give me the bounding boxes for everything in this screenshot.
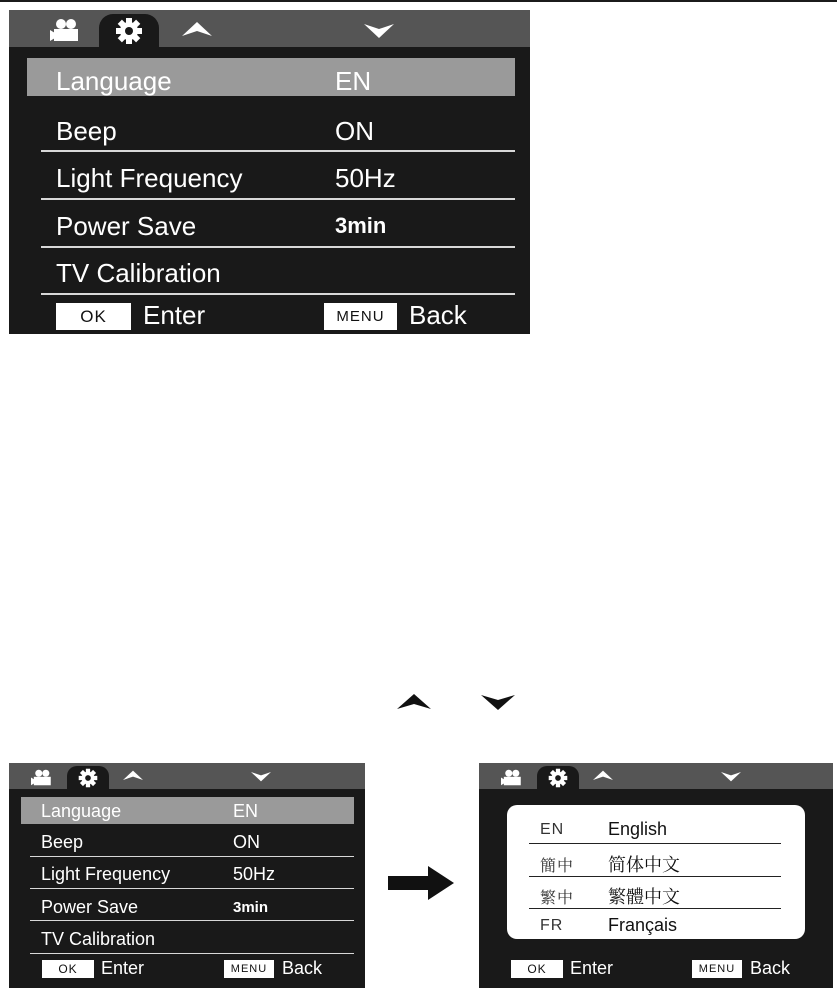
language-name: English — [608, 819, 668, 839]
menu-item-label: Language — [41, 801, 122, 821]
tab-video[interactable] — [47, 16, 87, 44]
enter-label: Enter — [143, 300, 206, 330]
settings-screen-small — [9, 763, 365, 988]
language-code: 繁中 — [540, 890, 575, 907]
language-option-simplified-chinese[interactable] — [507, 847, 805, 879]
language-name: Français — [608, 915, 678, 935]
gear-icon — [548, 768, 568, 788]
menu-item-label: Power Save — [56, 211, 197, 241]
menu-item-label: Beep — [41, 832, 84, 852]
divider — [529, 843, 781, 844]
back-label: Back — [409, 300, 467, 330]
language-screen — [479, 763, 833, 988]
menu-item-label: Beep — [56, 116, 117, 146]
divider — [30, 856, 354, 857]
tab-bar — [479, 763, 833, 789]
menu-button[interactable]: MENU — [324, 303, 397, 330]
arrow-up-icon — [122, 770, 144, 782]
scroll-up-button[interactable] — [589, 768, 617, 784]
tab-video[interactable] — [499, 767, 527, 787]
menu-item-label: Light Frequency — [41, 864, 171, 884]
scroll-up-button[interactable] — [119, 768, 147, 784]
arrow-down-icon — [363, 21, 395, 39]
menu-item-label: Power Save — [41, 897, 139, 917]
divider — [41, 293, 515, 295]
language-code: FR — [540, 917, 564, 934]
tab-settings[interactable] — [67, 766, 109, 790]
menu-button[interactable]: MENU — [224, 960, 274, 978]
menu-item-value: ON — [335, 116, 374, 146]
back-label: Back — [750, 958, 791, 978]
menu-item-value: 50Hz — [233, 864, 276, 884]
divider — [529, 876, 781, 877]
arrow-right-icon — [388, 866, 454, 900]
menu-item-value: 3min — [233, 899, 269, 916]
enter-label: Enter — [101, 958, 145, 978]
footer-bar — [479, 955, 833, 988]
language-list — [507, 805, 805, 939]
menu-item-label: TV Calibration — [56, 258, 221, 288]
menu-item-language[interactable] — [9, 58, 530, 104]
menu-item-label: Language — [56, 66, 172, 96]
video-camera-icon — [50, 18, 84, 42]
divider — [41, 150, 515, 152]
arrow-down-icon — [720, 770, 742, 782]
tab-settings[interactable] — [537, 766, 579, 790]
menu-item-power-save[interactable] — [9, 203, 530, 249]
menu-item-value: EN — [233, 801, 259, 821]
divider — [30, 888, 354, 889]
divider — [30, 920, 354, 921]
gear-icon — [78, 768, 98, 788]
ok-button[interactable]: OK — [42, 960, 94, 978]
language-code: 簡中 — [540, 858, 575, 875]
language-code: EN — [540, 821, 565, 838]
menu-item-value: 50Hz — [335, 163, 396, 193]
divider — [529, 908, 781, 909]
menu-item-value: 3min — [335, 213, 387, 238]
arrow-up-icon — [592, 770, 614, 782]
scroll-up-button[interactable] — [177, 18, 217, 42]
menu-item-value: EN — [335, 66, 372, 96]
tab-bar — [9, 10, 530, 47]
menu-item-language[interactable] — [9, 797, 365, 829]
menu-item-beep[interactable] — [9, 108, 530, 154]
divider — [30, 953, 354, 954]
scroll-down-button[interactable] — [247, 768, 275, 784]
language-name: 简体中文 — [608, 855, 680, 875]
divider — [41, 198, 515, 200]
menu-item-label: Light Frequency — [56, 163, 243, 193]
tab-video[interactable] — [29, 767, 57, 787]
enter-label: Enter — [570, 958, 614, 978]
divider — [41, 246, 515, 248]
arrow-up-icon — [181, 21, 213, 39]
menu-item-light-frequency[interactable] — [9, 155, 530, 201]
language-name: 繁體中文 — [608, 887, 680, 907]
footer-bar — [9, 296, 530, 334]
page-top-rule — [0, 0, 837, 2]
language-option-traditional-chinese[interactable] — [507, 879, 805, 911]
menu-item-label: TV Calibration — [41, 929, 156, 949]
video-camera-icon — [31, 769, 55, 786]
arrow-down-icon — [250, 770, 272, 782]
menu-item-tv-calibration[interactable] — [9, 250, 530, 296]
gear-icon — [115, 17, 143, 45]
language-option-french[interactable] — [507, 911, 805, 943]
ok-button[interactable]: OK — [56, 303, 131, 330]
settings-screen-large — [9, 10, 530, 334]
tab-bar — [9, 763, 365, 789]
scroll-down-button[interactable] — [717, 768, 745, 784]
menu-button[interactable]: MENU — [692, 960, 742, 978]
scroll-down-button[interactable] — [359, 18, 399, 42]
menu-item-value: ON — [233, 832, 260, 852]
arrow-up-icon — [396, 693, 432, 711]
video-camera-icon — [501, 769, 525, 786]
tab-settings[interactable] — [99, 14, 159, 48]
back-label: Back — [282, 958, 323, 978]
ok-button[interactable]: OK — [511, 960, 563, 978]
arrow-down-icon — [480, 693, 516, 711]
footer-bar — [9, 955, 365, 988]
